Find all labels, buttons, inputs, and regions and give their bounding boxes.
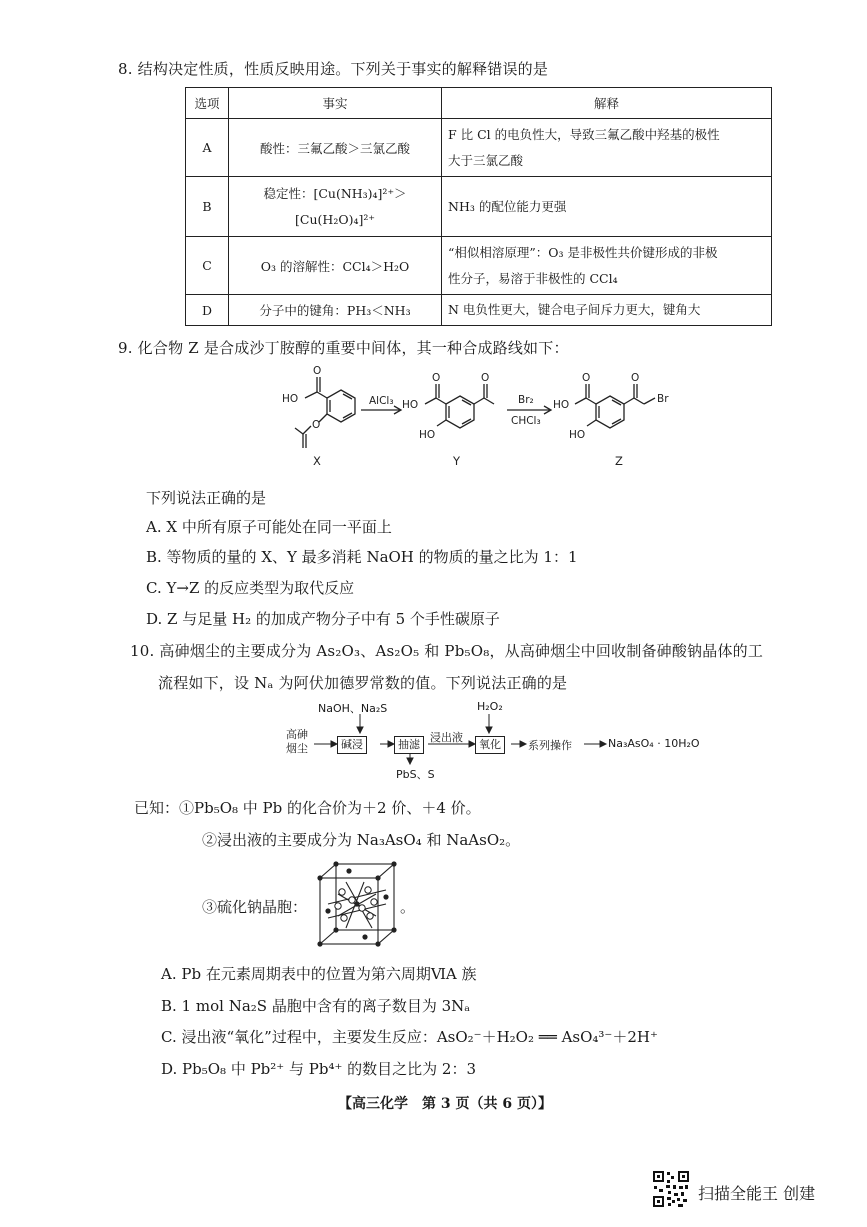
qr-code-icon — [652, 1170, 690, 1208]
oxidant-label: H₂O₂ — [477, 700, 503, 713]
option-label: C — [186, 237, 229, 295]
question-9-stem: 9. 化合物 Z 是合成沙丁胺醇的重要中间体，其一种合成路线如下： — [118, 339, 569, 357]
explanation-cell: NH₃ 的配位能力更强 — [442, 177, 772, 237]
molecule-z — [575, 384, 655, 428]
table-row — [186, 295, 772, 326]
scanner-watermark: 扫描全能王 创建 — [698, 1184, 816, 1203]
option-c: C. 浸出液“氧化”过程中，主要发生反应：AsO₂⁻＋H₂O₂ ══ AsO₄³⁻＋2H⁺ — [161, 1028, 658, 1046]
explanation-cell — [442, 119, 772, 177]
feed-label — [286, 728, 308, 756]
explanation-line: “相似相溶原理”：O₃ 是非极性共价键形成的非极 — [448, 244, 718, 260]
synthesis-scheme — [275, 362, 715, 474]
explanation-line: F 比 Cl 的电负性大，导致三氟乙酸中羟基的极性 — [448, 126, 720, 142]
step-alkali-leach-box: 碱浸 — [337, 736, 367, 754]
molecule-x — [295, 377, 355, 448]
question-10-stem: 10. 高砷烟尘的主要成分为 As₂O₃、As₂O₅ 和 Pb₅O₈，从高砷烟尘中回收制备砷酸钠晶体的工 — [130, 642, 764, 660]
hydroxyl-label: HO — [569, 429, 586, 441]
explanation-cell: N 电负性更大，键合电子间斥力更大，键角大 — [442, 295, 772, 326]
known-1: 已知：①Pb₅O₈ 中 Pb 的化合价为＋2 价、＋4 价。 — [134, 799, 481, 817]
known-2: ②浸出液的主要成分为 Na₃AsO₄ 和 NaAsO₂。 — [202, 831, 521, 849]
hydroxyl-label: HO — [402, 399, 419, 411]
hydroxyl-label: HO — [282, 393, 299, 405]
product-label: Na₃AsO₄ · 10H₂O — [608, 737, 700, 750]
question-9-prompt: 下列说法正确的是 — [146, 489, 267, 507]
option-d: D. Z 与足量 H₂ 的加成产物分子中有 5 个手性碳原子 — [146, 610, 500, 628]
fact-cell — [229, 177, 442, 237]
option-b: B. 1 mol Na₂S 晶胞中含有的离子数目为 3Nₐ — [161, 997, 471, 1015]
oxygen-label: O — [432, 372, 441, 384]
feed-line: 高砷 — [286, 728, 308, 741]
fact-cell: 分子中的键角：PH₃＜NH₃ — [229, 295, 442, 326]
fact-cell: O₃ 的溶解性：CCl₄＞H₂O — [229, 237, 442, 295]
option-a: A. X 中所有原子可能处在同一平面上 — [146, 518, 392, 536]
table-row — [186, 237, 772, 295]
oxygen-label: O — [582, 372, 591, 384]
option-label: B — [186, 177, 229, 237]
reagent-label: NaOH、Na₂S — [318, 702, 388, 715]
explanation-line: 大于三氯乙酸 — [448, 152, 524, 168]
na2s-unit-cell-diagram — [316, 860, 398, 952]
table-header-row — [186, 88, 772, 119]
table-header-explanation: 解释 — [442, 88, 772, 119]
process-flowchart — [280, 700, 740, 782]
question-10-stem-line2: 流程如下，设 Nₐ 为阿伏加德罗常数的值。下列说法正确的是 — [158, 674, 568, 692]
question-8-table — [185, 87, 772, 326]
step-filter-box: 抽滤 — [394, 736, 424, 754]
known-3-end: 。 — [400, 898, 416, 916]
option-label: D — [186, 295, 229, 326]
option-a: A. Pb 在元素周期表中的位置为第六周期ⅥA 族 — [161, 965, 477, 983]
oxygen-label: O — [481, 372, 490, 384]
leachate-label: 浸出液 — [430, 731, 463, 744]
option-label: A — [186, 119, 229, 177]
fact-cell: 酸性：三氟乙酸＞三氯乙酸 — [229, 119, 442, 177]
compound-label-x: X — [313, 454, 321, 468]
hydroxyl-label: HO — [553, 399, 570, 411]
hydroxyl-label: HO — [419, 429, 436, 441]
molecule-y — [425, 384, 494, 428]
step-oxidize-box: 氧化 — [475, 736, 505, 754]
feed-line: 烟尘 — [286, 742, 308, 755]
option-c: C. Y→Z 的反应类型为取代反应 — [146, 579, 355, 597]
table-row — [186, 119, 772, 177]
compound-label-z: Z — [615, 454, 623, 468]
table-header-option: 选项 — [186, 88, 229, 119]
explanation-line: 性分子，易溶于非极性的 CCl₄ — [448, 270, 618, 286]
table-row — [186, 177, 772, 237]
option-d: D. Pb₅O₈ 中 Pb²⁺ 与 Pb⁴⁺ 的数目之比为 2：3 — [161, 1060, 476, 1078]
oxygen-label: O — [312, 419, 321, 431]
page-footer: 【高三化学 第 3 页（共 6 页）】 — [338, 1096, 552, 1112]
explanation-cell — [442, 237, 772, 295]
option-b: B. 等物质的量的 X、Y 最多消耗 NaOH 的物质的量之比为 1：1 — [146, 548, 578, 566]
reagent-chcl3: CHCl₃ — [511, 415, 541, 427]
series-operations-label: 系列操作 — [528, 739, 572, 752]
solid-residue-label: PbS、S — [396, 768, 435, 781]
compound-label-y: Y — [453, 454, 461, 468]
question-8-stem: 8. 结构决定性质，性质反映用途。下列关于事实的解释错误的是 — [118, 60, 549, 78]
oxygen-label: O — [313, 365, 322, 377]
bromine-label: Br — [657, 393, 669, 405]
table-header-fact: 事实 — [229, 88, 442, 119]
oxygen-label: O — [631, 372, 640, 384]
reagent-br2: Br₂ — [518, 394, 534, 406]
fact-line: [Cu(H₂O)₄]²⁺ — [295, 211, 375, 227]
fact-line: 稳定性：[Cu(NH₃)₄]²⁺＞ — [263, 185, 407, 201]
reagent-alcl3: AlCl₃ — [369, 395, 394, 407]
known-3: ③硫化钠晶胞： — [202, 898, 308, 916]
